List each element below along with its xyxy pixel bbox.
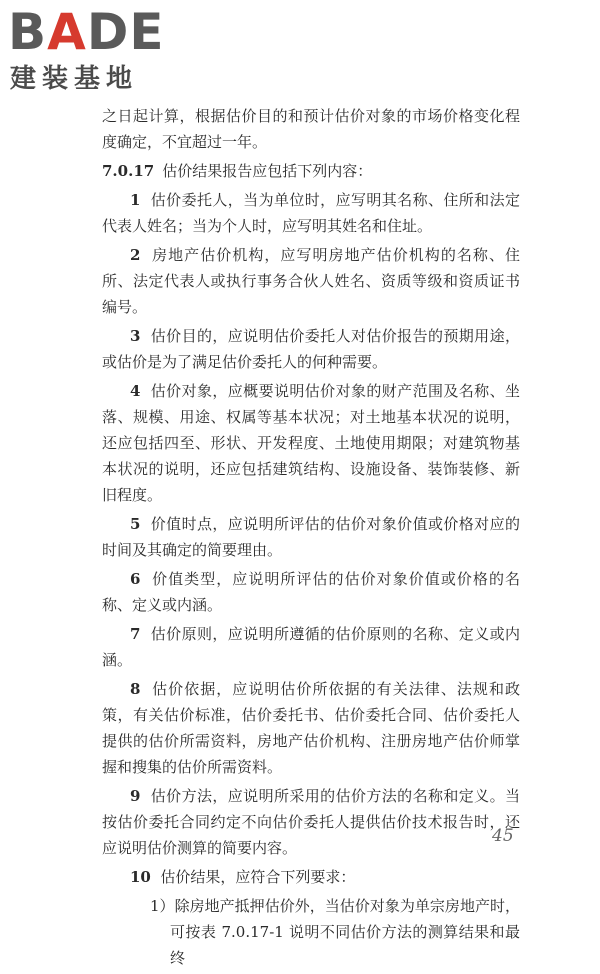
logo-wordmark: BADE — [8, 3, 165, 61]
sub-list-text: 除房地产抵押估价外，当估价对象为单宗房地产时，可按表 7.0.17-1 说明不同估价方法的测算结果和最终 — [170, 897, 520, 967]
list-item: 2 房地产估价机构，应写明房地产估价机构的名称、住所、法定代表人或执行事务合伙人姓名、资质等级和资质证书编号。 — [102, 246, 520, 316]
list-item: 8 估价依据，应说明估价所依据的有关法律、法规和政策，有关估价标准，估价委托书、估价委托合同、估价委托人提供的估价所需资料，房地产估价机构、注册房地产估价师掌握和搜集的估价所需资料。 — [102, 680, 520, 776]
list-item: 5 价值时点，应说明所评估的估价对象价值或价格对应的时间及其确定的简要理由。 — [102, 515, 520, 559]
list-item: 1 估价委托人，当为单位时，应写明其名称、住所和法定代表人姓名；当为个人时，应写明其姓名和住址。 — [102, 191, 520, 235]
list-item: 3 估价目的，应说明估价委托人对估价报告的预期用途，或估价是为了满足估价委托人的何种需要。 — [102, 327, 520, 371]
intro-paragraph: 之日起计算，根据估价目的和预计估价对象的市场价格变化程度确定，不宜超过一年。 — [102, 107, 520, 151]
clause-heading — [102, 158, 520, 184]
list-item: 6 价值类型，应说明所评估的估价对象价值或价格的名称、定义或内涵。 — [102, 570, 520, 614]
sub-list-item — [102, 893, 520, 971]
clause-text: 估价结果报告应包括下列内容： — [162, 162, 373, 180]
logo-subtitle: 建装基地 — [10, 64, 139, 94]
sub-list-label: 1） — [150, 897, 175, 915]
page-number: 45 — [492, 826, 514, 846]
list-item: 4 估价对象，应概要说明估价对象的财产范围及名称、坐落、规模、用途、权属等基本状况；对土地基本状况的说明，还应包括四至、形状、开发程度、土地使用期限；对建筑物基本状况的说明，还应包括建筑结构、设施设备、装饰装修、新旧程度。 — [102, 382, 520, 504]
list-item: 10 估价结果，应符合下列要求： — [130, 868, 356, 886]
clause-number: 7.0.17 — [102, 162, 155, 180]
list-item: 9 估价方法，应说明所采用的估价方法的名称和定义。当按估价委托合同约定不向估价委托人提供估价技术报告时，还应说明估价测算的简要内容。 — [102, 787, 520, 857]
logo — [8, 3, 178, 102]
page-body — [102, 103, 520, 974]
list-item: 7 估价原则，应说明所遵循的估价原则的名称、定义或内涵。 — [102, 625, 520, 669]
